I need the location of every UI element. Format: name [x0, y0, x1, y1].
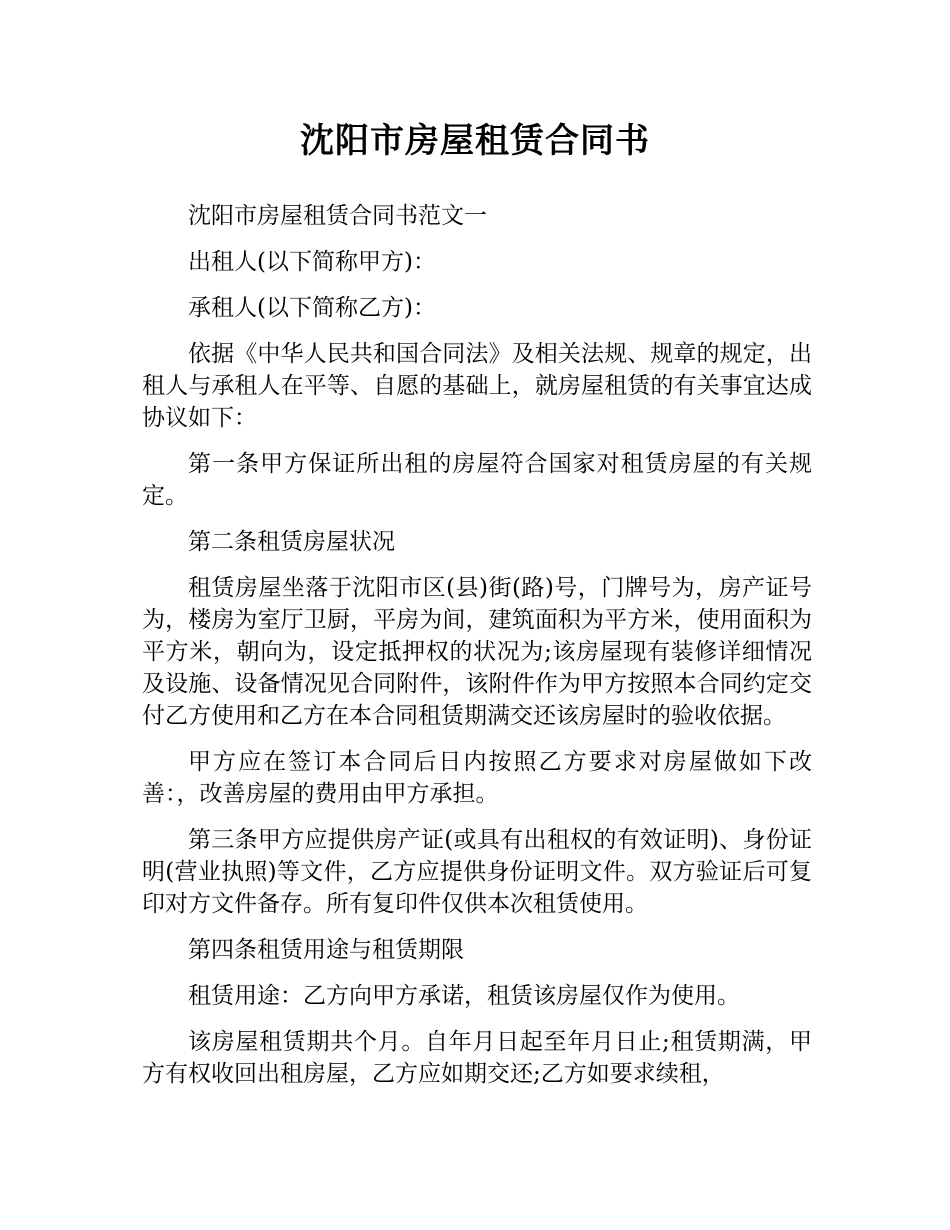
paragraph-property-details: 租赁房屋坐落于沈阳市区(县)街(路)号，门牌号为，房产证号为，楼房为室厅卫厨，平房为间，建筑面积为平方米，使用面积为平方米，朝向为，设定抵押权的状况为;该房屋现有装修详细情况及设施、设备情况见合同附件，该附件作为甲方按照本合同约定交付乙方使用和乙方在本合同租赁期满交还该房屋时的验收依据。 — [142, 575, 812, 729]
paragraph-article-1: 第一条甲方保证所出租的房屋符合国家对租赁房屋的有关规定。 — [142, 451, 812, 509]
document-body — [142, 200, 812, 1104]
paragraph-lessee: 承租人(以下简称乙方)： — [188, 295, 436, 321]
paragraph-preamble: 依据《中华人民共和国合同法》及相关法规、规章的规定，出租人与承租人在平等、自愿的基础上，就房屋租赁的有关事宜达成协议如下： — [142, 341, 812, 431]
document-title: 沈阳市房屋租赁合同书 — [300, 121, 650, 161]
paragraph-article-2-heading: 第二条租赁房屋状况 — [188, 529, 395, 555]
paragraph-article-3: 第三条甲方应提供房产证(或具有出租权的有效证明)、身份证明(营业执照)等文件，乙方应提供身份证明文件。双方验证后可复印对方文件备存。所有复印件仅供本次租赁使用。 — [142, 827, 812, 917]
paragraph-usage: 租赁用途：乙方向甲方承诺，租赁该房屋仅作为使用。 — [188, 983, 740, 1009]
paragraph-article-4-heading: 第四条租赁用途与租赁期限 — [188, 937, 464, 963]
paragraph-improvements: 甲方应在签订本合同后日内按照乙方要求对房屋做如下改善：，改善房屋的费用由甲方承担。 — [142, 749, 812, 807]
paragraph-lessor: 出租人(以下简称甲方)： — [188, 249, 436, 275]
paragraph-subtitle: 沈阳市房屋租赁合同书范文一 — [188, 203, 487, 229]
paragraph-term: 该房屋租赁期共个月。自年月日起至年月日止;租赁期满，甲方有权收回出租房屋，乙方应如期交还;乙方如要求续租， — [142, 1029, 812, 1087]
